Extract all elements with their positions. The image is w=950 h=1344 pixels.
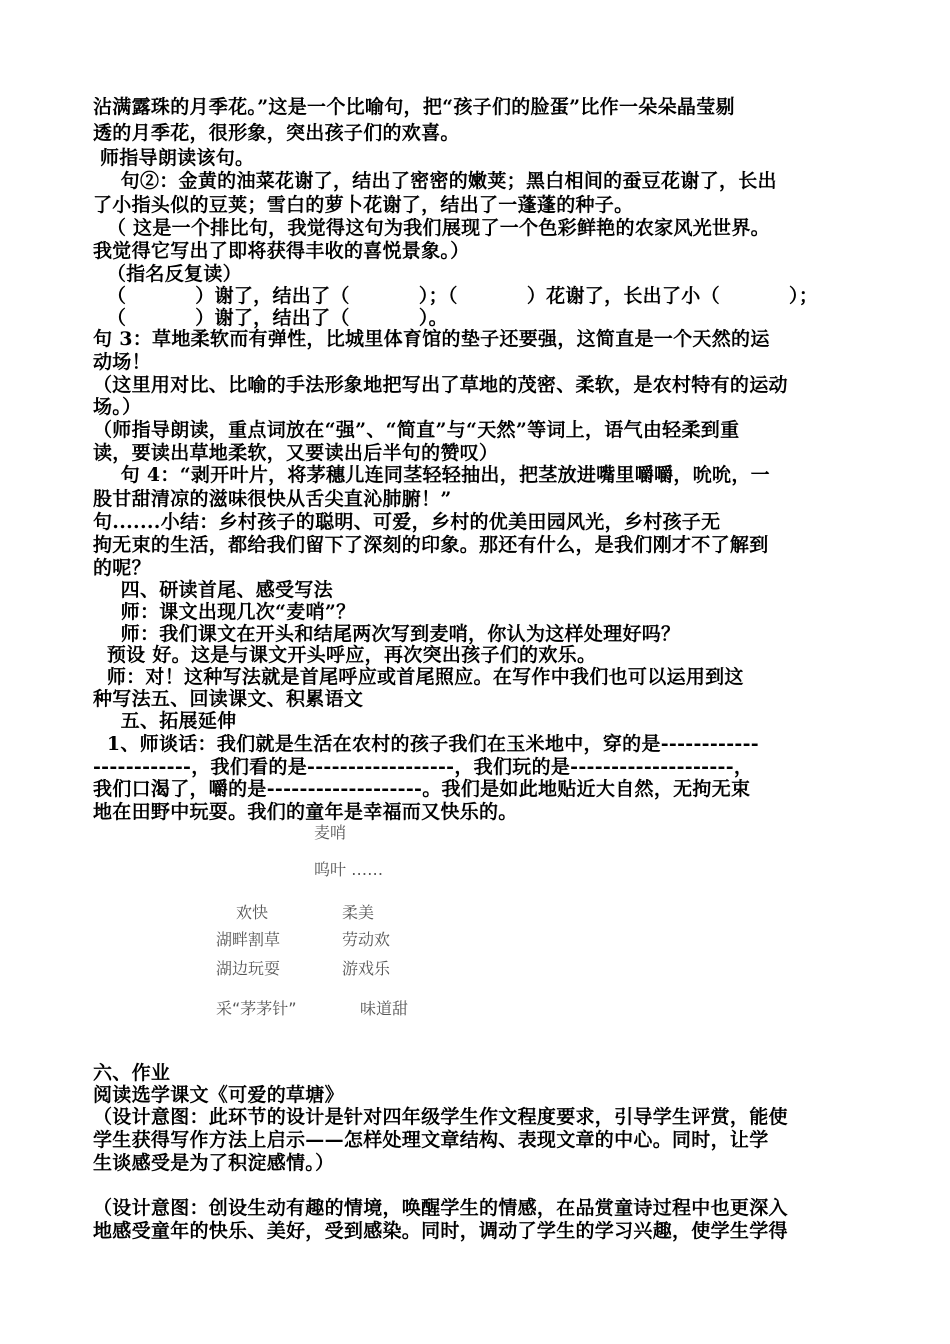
text-line: 师指导朗读该句。 bbox=[93, 147, 255, 169]
text-line: 了小指头似的豆荚；雪白的萝卜花谢了，结出了一蓬蓬的种子。 bbox=[93, 194, 634, 216]
text-line: （师指导朗读，重点词放在“强”、“简直”与“天然”等词上，语气由轻柔到重 bbox=[93, 419, 740, 441]
fill-blank-line: （ ）谢了，结出了（ ）。 bbox=[93, 307, 448, 329]
text-line: 阅读选学课文《可爱的草塘》 bbox=[93, 1084, 344, 1106]
text-line: 股甘甜清凉的滋味很快从舌尖直沁肺腑！” bbox=[93, 488, 452, 510]
text-line: 透的月季花，很形象，突出孩子们的欢喜。 bbox=[93, 122, 460, 144]
diagram-left-item: 湖畔割草 bbox=[216, 930, 281, 949]
diagram-left-item: 欢快 bbox=[236, 903, 269, 922]
text-line: 拘无束的生活，都给我们留下了深刻的印象。那还有什么，是我们刚才不了解到 bbox=[93, 534, 769, 556]
text-line: 地在田野中玩耍。我们的童年是幸福而又快乐的。 bbox=[93, 801, 518, 823]
fill-blank-line: （ ）谢了，结出了（ ）；（ ）花谢了，长出了小（ ）； bbox=[93, 285, 819, 307]
diagram-right-item: 柔美 bbox=[342, 903, 375, 922]
text-line: 句 4：“剥开叶片，将茅穗儿连同茎轻轻抽出，把茎放进嘴里嚼嚼，吮吮，一 bbox=[93, 464, 770, 486]
text-line: 种写法五、回读课文、积累语文 bbox=[93, 688, 364, 710]
diagram-left-item: 湖边玩耍 bbox=[216, 959, 281, 978]
text-line: 师：课文出现几次“麦哨”？ bbox=[93, 601, 356, 623]
text-line: （这里用对比、比喻的手法形象地把写出了草地的茂密、柔软，是农村特有的运动 bbox=[93, 374, 788, 396]
text-line: 师：我们课文在开头和结尾两次写到麦哨，你认为这样处理好吗？ bbox=[93, 623, 681, 645]
text-line: （设计意图：创设生动有趣的情境，唤醒学生的情感，在品赏童诗过程中也更深入 bbox=[93, 1197, 788, 1219]
text-line: （设计意图：此环节的设计是针对四年级学生作文程度要求，引导学生评赏，能使 bbox=[93, 1106, 788, 1128]
diagram-title: 麦哨 bbox=[314, 823, 347, 842]
diagram-right-item: 游戏乐 bbox=[342, 959, 391, 978]
text-line: 句②：金黄的油菜花谢了，结出了密密的嫩荚；黑白相间的蚕豆花谢了，长出 bbox=[93, 170, 777, 192]
diagram-subtitle: 呜叶 …… bbox=[314, 860, 384, 879]
diagram-bottom-right: 味道甜 bbox=[360, 999, 409, 1018]
text-line: （ 这是一个排比句，我觉得这句为我们展现了一个色彩鲜艳的农家风光世界。 bbox=[93, 217, 770, 239]
diagram-right-item: 劳动欢 bbox=[342, 930, 391, 949]
text-line: 读，要读出草地柔软，又要读出后半句的赞叹） bbox=[93, 442, 499, 464]
text-line: （指名反复读） bbox=[93, 263, 242, 285]
text-line: 场。） bbox=[93, 396, 142, 418]
text-line: 沾满露珠的月季花。”这是一个比喻句，把“孩子们的脸蛋”比作一朵朵晶莹剔 bbox=[93, 96, 735, 118]
text-line: 我觉得它写出了即将获得丰收的喜悦景象。） bbox=[93, 240, 470, 262]
section-heading: 四、研读首尾、感受写法 bbox=[93, 579, 333, 601]
text-line: 句.......小结：乡村孩子的聪明、可爱，乡村的优美田园风光，乡村孩子无 bbox=[93, 511, 721, 533]
text-line: 生谈感受是为了积淀感情。） bbox=[93, 1152, 335, 1174]
text-line: 预设 好。这是与课文开头呼应，再次突出孩子们的欢乐。 bbox=[93, 644, 597, 666]
text-line: 1、师谈话：我们就是生活在农村的孩子我们在玉米地中，穿的是------------ bbox=[93, 733, 759, 755]
text-line: 的呢？ bbox=[93, 557, 151, 579]
text-line: 我们口渴了，嚼的是-------------------。我们是如此地贴近大自然，无拘无束 bbox=[93, 778, 751, 800]
text-line: 师：对！这种写法就是首尾呼应或首尾照应。在写作中我们也可以运用到这 bbox=[93, 666, 744, 688]
text-line: 句 3：草地柔软而有弹性，比城里体育馆的垫子还要强，这简直是一个天然的运 bbox=[93, 328, 770, 350]
section-heading: 五、拓展延伸 bbox=[93, 710, 237, 732]
text-line: 地感受童年的快乐、美好，受到感染。同时，调动了学生的学习兴趣，使学生学得 bbox=[93, 1220, 788, 1242]
diagram-bottom-left: 采“茅茅针” bbox=[216, 999, 297, 1018]
section-heading: 六、作业 bbox=[93, 1062, 171, 1084]
text-line: 动场！ bbox=[93, 351, 151, 373]
text-line: ------------，我们看的是------------------，我们玩的是--------------------， bbox=[93, 756, 754, 778]
text-line: 学生获得写作方法上启示——怎样处理文章结构、表现文章的中心。同时，让学 bbox=[93, 1129, 769, 1151]
